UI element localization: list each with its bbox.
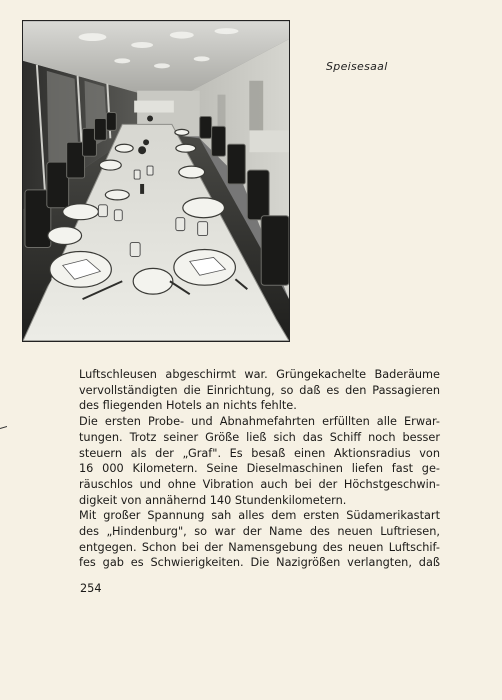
text-line: digkeit von annähernd 140 Stundenkilometern. xyxy=(79,493,347,507)
text-line: räuschlos und ohne Vibration auch bei der Höchstgeschwin- xyxy=(79,477,440,491)
text-line: Mit großer Spannung sah alles dem ersten Südamerikastart xyxy=(79,509,440,523)
text-line: vervollständigten die Einrichtung, so daß es den Passagieren xyxy=(79,383,440,397)
text-line: des „Hindenburg", so war der Name des neuen Luftriesen, xyxy=(79,525,440,539)
margin-mark xyxy=(0,426,7,429)
text-line: des fliegenden Hotels an nichts fehlte. xyxy=(79,399,297,413)
page-number: 254 xyxy=(80,582,102,595)
text-line: Die ersten Probe- und Abnahmefahrten erfüllten alle Erwar- xyxy=(79,415,440,429)
dining-hall-illustration xyxy=(23,21,289,341)
text-line: fes gab es Schwierigkeiten. Die Nazigrößen verlangten, daß xyxy=(79,556,440,570)
dining-hall-photo xyxy=(22,20,290,342)
body-text xyxy=(79,367,440,571)
figure-caption: Speisesaal xyxy=(326,60,388,73)
text-line: Luftschleusen abgeschirmt war. Grüngekachelte Baderäume xyxy=(79,368,440,381)
text-line: 16 000 Kilometern. Seine Dieselmaschinen liefen fast ge- xyxy=(79,462,440,476)
text-line: entgegen. Schon bei der Namensgebung des neuen Luftschif- xyxy=(79,540,440,554)
text-line: tungen. Trotz seiner Größe ließ sich das Schiff noch besser xyxy=(79,430,440,444)
text-line: steuern als der „Graf". Es besaß einen Aktionsradius von xyxy=(79,446,440,460)
